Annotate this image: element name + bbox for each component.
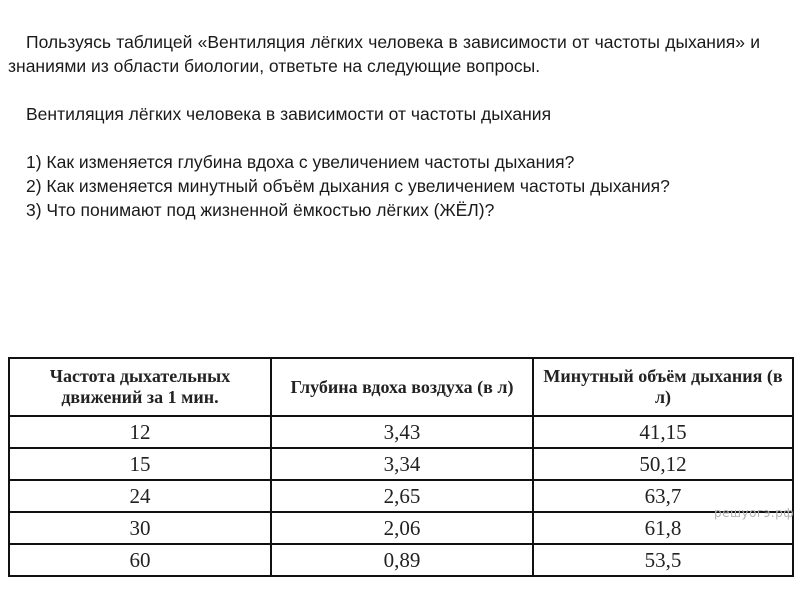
table-header-row xyxy=(9,358,793,416)
cell-minute-volume: 50,12 xyxy=(533,448,793,480)
task-text xyxy=(8,30,760,222)
cell-minute-volume: 63,7 xyxy=(533,480,793,512)
data-table-wrapper xyxy=(8,357,792,574)
cell-depth: 3,34 xyxy=(271,448,533,480)
cell-minute-volume: 61,8 xyxy=(533,512,793,544)
header-frequency: Частота дыхательных движений за 1 мин. xyxy=(9,358,271,416)
table-row xyxy=(9,512,793,544)
cell-minute-volume: 53,5 xyxy=(533,544,793,576)
ventilation-table xyxy=(8,357,794,577)
header-minute-volume: Минутный объём дыхания (в л) xyxy=(533,358,793,416)
questions-list xyxy=(8,150,760,222)
cell-depth: 0,89 xyxy=(271,544,533,576)
question-1: 1) Как изменяется глубина вдоха с увеличением частоты дыхания? xyxy=(26,152,575,172)
cell-frequency: 30 xyxy=(9,512,271,544)
cell-depth: 2,06 xyxy=(271,512,533,544)
table-row xyxy=(9,544,793,576)
watermark: решуогэ.рф xyxy=(713,506,794,520)
cell-minute-volume: 41,15 xyxy=(533,416,793,448)
header-depth: Глубина вдоха воздуха (в л) xyxy=(271,358,533,416)
cell-depth: 2,65 xyxy=(271,480,533,512)
question-3: 3) Что понимают под жизненной ёмкостью лёгких (ЖЁЛ)? xyxy=(26,200,495,220)
cell-frequency: 24 xyxy=(9,480,271,512)
question-2: 2) Как изменяется минутный объём дыхания с увеличением частоты дыхания? xyxy=(26,176,670,196)
cell-frequency: 60 xyxy=(9,544,271,576)
table-row xyxy=(9,416,793,448)
table-title: Вентиляция лёгких человека в зависимости от частоты дыхания xyxy=(26,104,552,124)
intro-paragraph: Пользуясь таблицей «Вентиляция лёгких человека в зависимости от частоты дыхания» и знаниями из области биологии, ответьте на следующие вопросы. xyxy=(8,32,760,76)
cell-depth: 3,43 xyxy=(271,416,533,448)
table-row xyxy=(9,448,793,480)
cell-frequency: 15 xyxy=(9,448,271,480)
table-row xyxy=(9,480,793,512)
cell-frequency: 12 xyxy=(9,416,271,448)
